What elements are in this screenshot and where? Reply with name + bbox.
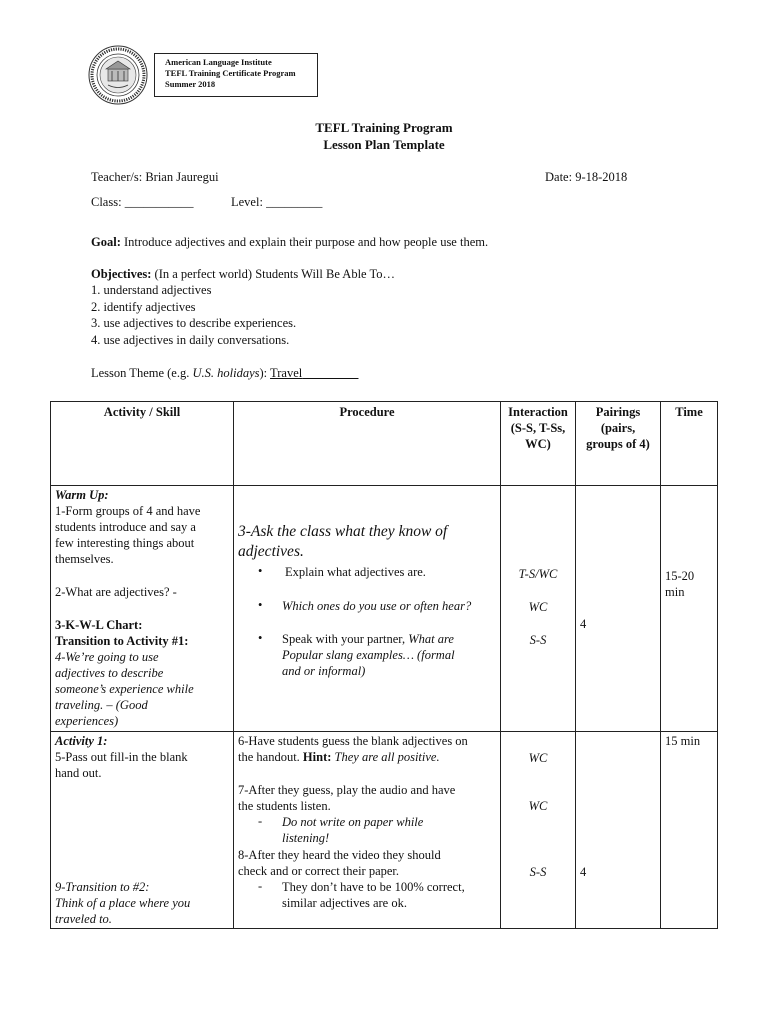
interaction-value: S-S xyxy=(529,865,547,879)
bullet-icon: • xyxy=(258,598,263,612)
warmup-line: few interesting things about xyxy=(55,536,195,550)
dash-note: listening! xyxy=(282,831,330,845)
dash-note: Do not write on paper while xyxy=(282,815,424,829)
objective-item: 2. identify adjectives xyxy=(91,300,196,314)
bullet-speak-cont: Popular slang examples… (formal xyxy=(282,648,455,662)
activity1-interaction-cell xyxy=(501,732,576,929)
objectives-intro-a: (In a perfect world) xyxy=(154,267,253,281)
header-pairings-line: (pairs, xyxy=(600,421,636,435)
step-7-line: 7-After they guess, play the audio and have xyxy=(238,783,456,797)
transition-line: 9-Transition to #2: xyxy=(55,880,150,894)
note-line: adjectives to describe xyxy=(55,666,164,680)
transition-line: Think of a place where you xyxy=(55,896,191,910)
warmup-activity-cell xyxy=(51,486,234,732)
warmup-label: Warm Up: xyxy=(55,488,109,502)
goal-line xyxy=(91,235,488,250)
pass-out-line: 5-Pass out fill-in the blank xyxy=(55,750,188,764)
warmup-line: 1-Form groups of 4 and have xyxy=(55,504,201,518)
theme-close: ): xyxy=(259,366,268,380)
what-adjectives: 2-What are adjectives? - xyxy=(55,585,177,599)
activity1-pairings-cell xyxy=(576,732,661,929)
kwl-chart: 3-K-W-L Chart: xyxy=(55,618,143,632)
lesson-theme-line xyxy=(91,366,358,381)
institute-seal-logo xyxy=(88,45,148,105)
header-activity: Activity / Skill xyxy=(51,402,234,486)
table-row-activity-1 xyxy=(51,732,718,929)
header-interaction-line: (S-S, T-Ss, xyxy=(510,421,566,435)
transition-activity-1: Transition to Activity #1: xyxy=(55,634,189,648)
warmup-line: themselves. xyxy=(55,552,114,566)
warmup-time-cell xyxy=(661,486,718,732)
pairing-value: 4 xyxy=(580,865,587,879)
bullet-icon: • xyxy=(258,631,263,645)
teacher-value: Brian Jauregui xyxy=(145,170,219,184)
warmup-procedure-cell xyxy=(234,486,501,732)
table-row-warmup xyxy=(51,486,718,732)
activity1-label: Activity 1: xyxy=(55,734,108,748)
theme-example: U.S. holidays xyxy=(192,366,260,380)
note-line: 4-We’re going to use xyxy=(55,650,159,664)
activity1-time-cell xyxy=(661,732,718,929)
program-name: TEFL Training Certificate Program xyxy=(165,68,296,78)
bullet-explain: Explain what adjectives are. xyxy=(285,565,426,579)
document-title: TEFL Training Program xyxy=(315,120,453,135)
step-8-line: 8-After they heard the video they should xyxy=(238,848,441,862)
dash-icon: - xyxy=(258,879,263,893)
objectives-line xyxy=(91,267,395,282)
header-pairings-line: Pairings xyxy=(595,405,641,419)
big-prompt-line: adjectives. xyxy=(238,543,304,560)
objectives-intro-b: Students Will Be Able To… xyxy=(255,267,396,281)
date-label: Date: xyxy=(545,170,573,184)
warmup-line: students introduce and say a xyxy=(55,520,196,534)
step-6-line: the handout. Hint: They are all positive. xyxy=(238,750,440,764)
level-label: Level: xyxy=(231,195,263,209)
objectives-label: Objectives: xyxy=(91,267,152,281)
document-subtitle: Lesson Plan Template xyxy=(323,137,445,152)
date-value: 9-18-2018 xyxy=(575,170,628,184)
step-7-line: the students listen. xyxy=(238,799,331,813)
pairing-value: 4 xyxy=(580,617,587,631)
activity1-procedure-cell xyxy=(234,732,501,929)
header-interaction xyxy=(501,402,576,486)
pass-out-line: hand out. xyxy=(55,766,102,780)
big-prompt-line: 3-Ask the class what they know of xyxy=(238,523,448,540)
header-interaction-line: Interaction xyxy=(508,405,568,419)
objective-item: 1. understand adjectives xyxy=(91,283,212,297)
theme-value-text: Travel xyxy=(270,366,303,380)
class-blank: ___________ xyxy=(124,195,194,209)
teacher-line xyxy=(91,170,219,185)
institute-info-box xyxy=(154,53,318,97)
bullet-which-ones: Which ones do you use or often hear? xyxy=(282,599,472,613)
note-line: someone’s experience while xyxy=(55,682,194,696)
class-label: Class: xyxy=(91,195,122,209)
goal-text: Introduce adjectives and explain their purpose and how people use them. xyxy=(123,235,489,249)
note-line: traveling. – (Good xyxy=(55,698,148,712)
bullet-speak-cont: and or informal) xyxy=(282,664,366,678)
header-pairings-line: groups of 4) xyxy=(586,437,650,451)
class-line xyxy=(91,195,193,210)
interaction-value: WC xyxy=(528,799,548,813)
header-pairings xyxy=(576,402,661,486)
interaction-value: WC xyxy=(528,751,548,765)
bullet-speak: Speak with your partner, What are xyxy=(282,632,454,646)
header-time: Time xyxy=(661,402,718,486)
theme-label: Lesson Theme (e.g. xyxy=(91,366,190,380)
warmup-interaction-cell xyxy=(501,486,576,732)
session-name: Summer 2018 xyxy=(165,79,216,89)
activity1-activity-cell xyxy=(51,732,234,929)
date-line xyxy=(545,170,627,185)
header-interaction-line: WC) xyxy=(525,437,551,451)
dash-icon: - xyxy=(258,814,263,828)
institute-name: American Language Institute xyxy=(165,57,272,67)
teacher-label: Teacher/s: xyxy=(91,170,143,184)
note-line: experiences) xyxy=(55,714,119,728)
level-line xyxy=(231,195,322,210)
level-blank: _________ xyxy=(266,195,323,209)
objective-item: 3. use adjectives to describe experiences. xyxy=(91,316,297,330)
interaction-value: T-S/WC xyxy=(518,567,558,581)
interaction-value: S-S xyxy=(529,633,547,647)
warmup-pairings-cell xyxy=(576,486,661,732)
bullet-icon: • xyxy=(258,564,263,578)
dash-note: They don’t have to be 100% correct, xyxy=(282,880,465,894)
time-value: min xyxy=(665,585,685,599)
objective-item: 4. use adjectives in daily conversations. xyxy=(91,333,290,347)
step-8-line: check and or correct their paper. xyxy=(238,864,400,878)
theme-value xyxy=(270,366,358,380)
table-header-row xyxy=(51,402,718,486)
goal-label: Goal: xyxy=(91,235,121,249)
lesson-plan-table xyxy=(50,401,718,929)
time-value: 15 min xyxy=(665,734,701,748)
header-procedure: Procedure xyxy=(234,402,501,486)
step-6-line: 6-Have students guess the blank adjectives on xyxy=(238,734,468,748)
transition-line: traveled to. xyxy=(55,912,112,926)
time-value: 15-20 xyxy=(665,569,695,583)
dash-note: similar adjectives are ok. xyxy=(282,896,407,910)
interaction-value: WC xyxy=(528,600,548,614)
